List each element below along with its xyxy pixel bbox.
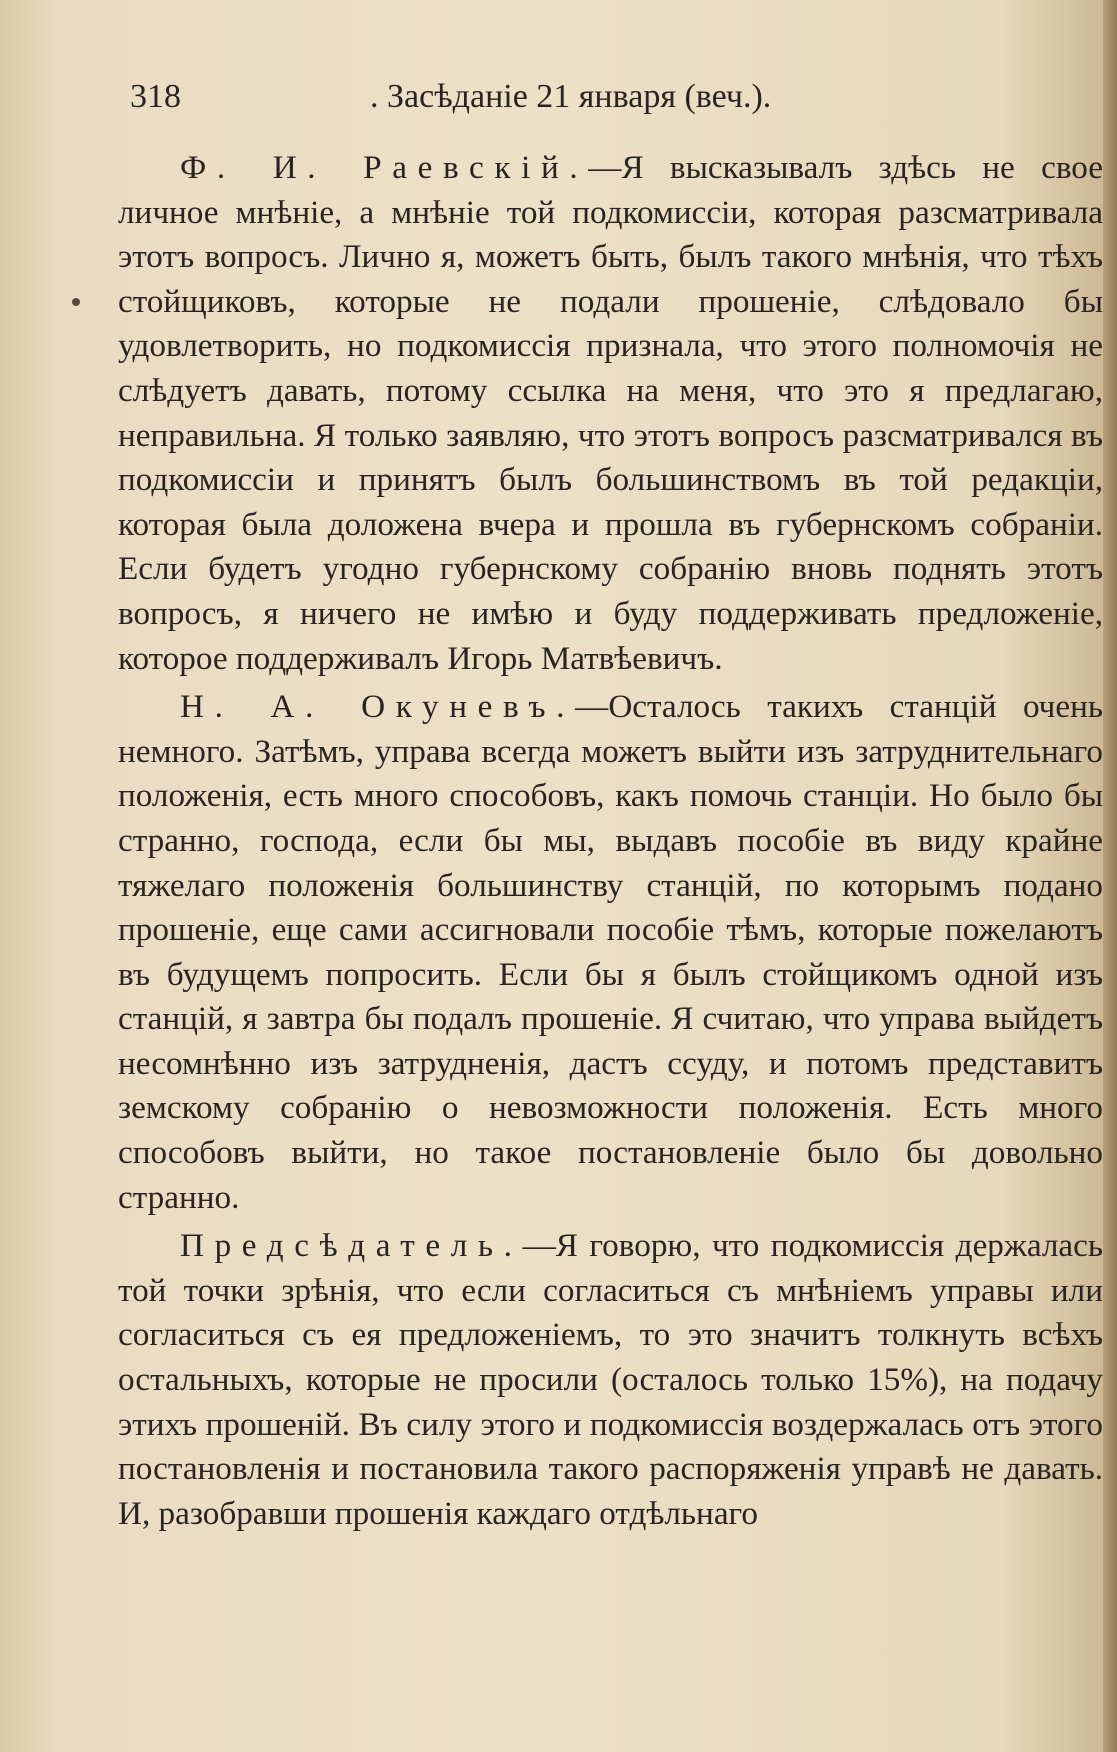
page-number: 318 [130, 78, 181, 115]
paragraph-text: —Осталось такихъ станцій очень немного. Затѣмъ, управа всегда можетъ выйти изъ затруднительнаго положенія, есть много способовъ, какъ помочь станціи. Но было бы странно, господа, если бы мы, выдавъ пособіе въ виду крайне тяжелаго положенія большинству станцій, по которымъ подано прошеніе, еще сами ассигновали пособіе тѣмъ, которые пожелаютъ въ будущемъ попросить. Если бы я былъ стойщикомъ одной изъ станцій, я завтра бы подалъ прошеніе. Я считаю, что управа выйдетъ несомнѣнно изъ затрудненія, дастъ ссуду, и потомъ представитъ земскому собранію о невозможности положенія. Есть много способовъ выйти, но такое постановленіе было бы довольно странно. [118, 688, 1103, 1216]
page-header [130, 72, 1090, 122]
speaker-name: Предсѣдатель. [180, 1227, 523, 1265]
paragraph-chairman [118, 1224, 1103, 1536]
speaker-name: Ф. И. Раевскій. [180, 149, 589, 186]
paragraph-raevsky [118, 146, 1103, 681]
page-edge-shadow [1103, 0, 1117, 1752]
margin-mark [72, 298, 80, 306]
paragraph-okunev [118, 685, 1103, 1220]
page-body [118, 146, 1103, 1536]
paragraph-text: —Я говорю, что подкомиссія держалась той точки зрѣнія, что если согласиться съ мнѣніемъ управы или согласиться съ ея предложеніемъ, то это значитъ толкнуть всѣхъ остальныхъ, которые не просили (осталось только 15%), на подачу этихъ прошеній. Въ силу этого и подкомиссія воздержалась отъ этого постановленія и постановила такого распоряженія управѣ не давать. И, разобравши прошенія каждаго отдѣльнаго [118, 1227, 1103, 1532]
paragraph-text: —Я высказывалъ здѣсь не свое личное мнѣніе, а мнѣніе той подкомиссіи, которая разсматривала этотъ вопросъ. Лично я, можетъ быть, былъ такого мнѣнія, что тѣхъ стойщиковъ, которые не подали прошеніе, слѣдовало бы удовлетворить, но подкомиссія признала, что этого полномочія не слѣдуетъ давать, потому ссылка на меня, что это я предлагаю, неправильна. Я только заявляю, что этотъ вопросъ разсматривался въ подкомиссіи и принятъ былъ большинствомъ въ той редакціи, которая была доложена вчера и прошла въ губернскомъ собраніи. Если будетъ угодно губернскому собранію вновь поднять этотъ вопросъ, я ничего не имѣю и буду поддерживать предложеніе, которое поддерживалъ Игорь Матвѣевичъ. [118, 149, 1103, 677]
running-title: . Засѣданіе 21 января (веч.). [370, 78, 772, 115]
speaker-name: Н. А. Окуневъ. [180, 688, 576, 726]
